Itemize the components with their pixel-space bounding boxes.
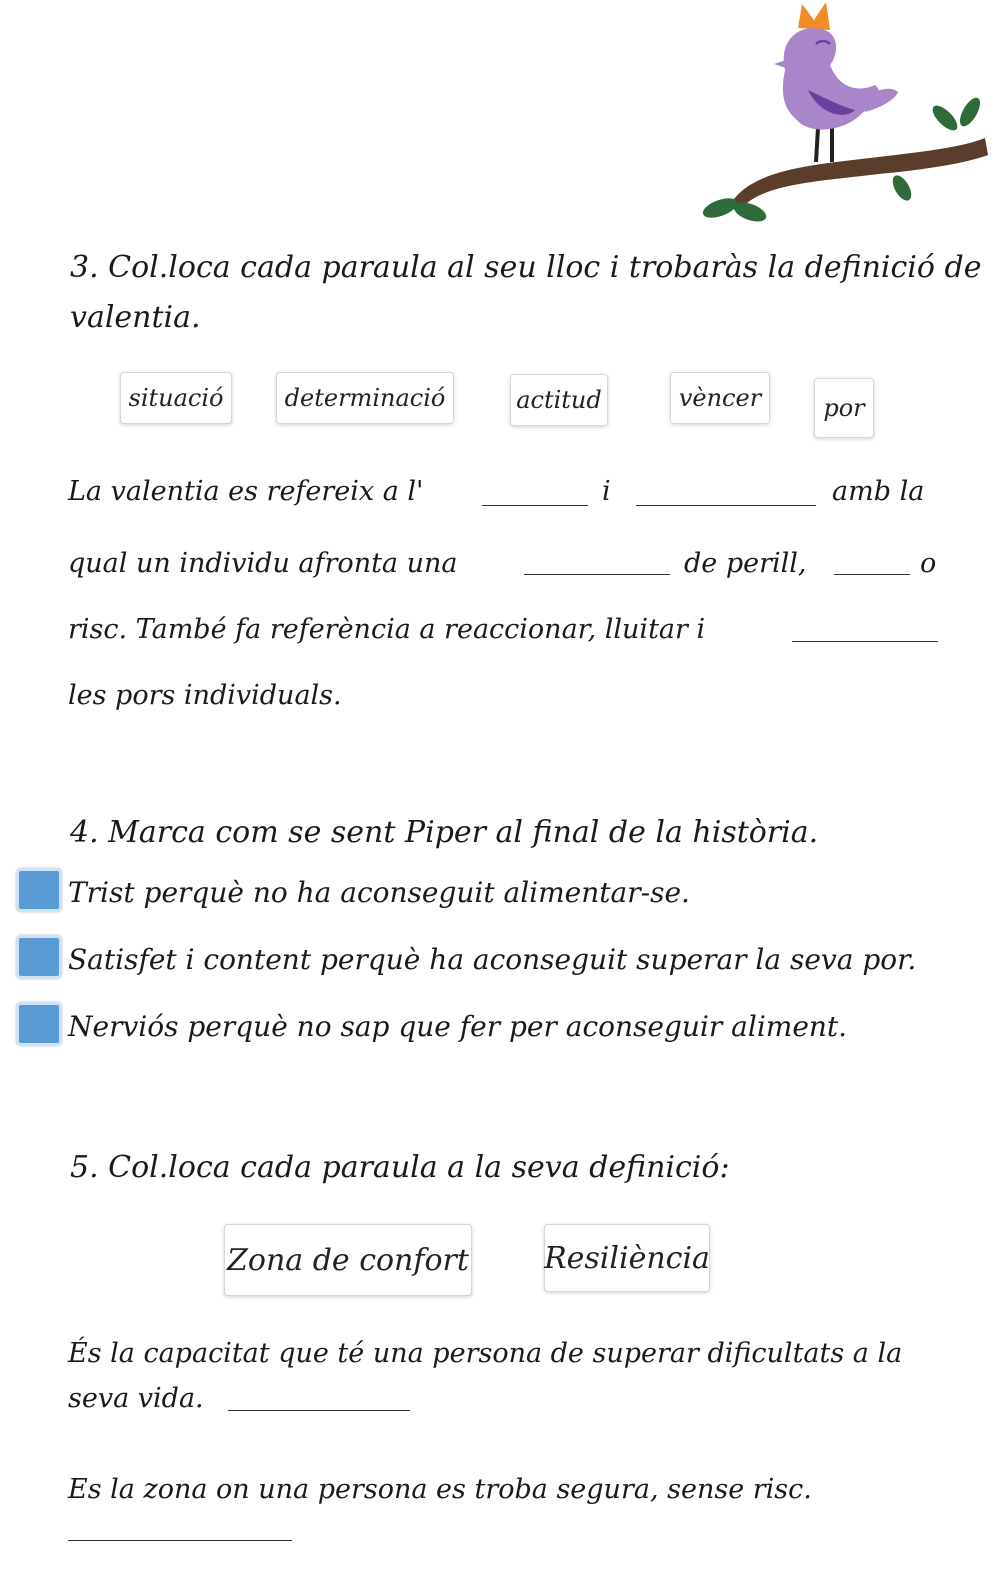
word-chip-resiliencia[interactable]: Resiliència: [544, 1224, 710, 1292]
option-2-checkbox[interactable]: [16, 935, 62, 979]
ex3-blank-1[interactable]: [482, 505, 588, 506]
word-chip-determinacio[interactable]: determinació: [276, 372, 454, 424]
exercise-3-title: 3. Col.loca cada paraula al seu lloc i trobaràs la definició de: [70, 250, 982, 285]
ex5-def1-line1: És la capacitat que té una persona de superar dificultats a la: [68, 1338, 903, 1369]
ex3-line2-mid: de perill,: [684, 548, 807, 579]
exercise-4-title: 4. Marca com se sent Piper al final de la història.: [70, 815, 819, 850]
bird-on-branch-icon: [690, 0, 990, 225]
ex3-line1-end: amb la: [832, 476, 925, 507]
ex3-blank-4[interactable]: [834, 574, 910, 575]
ex3-line3-start: risc. També fa referència a reaccionar, lluitar i: [68, 614, 706, 645]
ex3-blank-3[interactable]: [524, 574, 670, 575]
ex5-blank-2[interactable]: [68, 1540, 292, 1541]
exercise-3-title-cont: valentia.: [70, 300, 201, 335]
option-1-label: Trist perquè no ha aconseguit alimentar-se.: [68, 876, 690, 909]
ex3-line4: les pors individuals.: [68, 680, 342, 711]
ex5-def1-line2: seva vida.: [68, 1383, 204, 1414]
ex3-line2-start: qual un individu afronta una: [68, 548, 458, 579]
word-chip-vencer[interactable]: vèncer: [670, 372, 770, 424]
ex3-line1-start: La valentia es refereix a l': [68, 476, 424, 507]
option-2-label: Satisfet i content perquè ha aconseguit superar la seva por.: [68, 943, 917, 976]
ex5-blank-1[interactable]: [228, 1410, 410, 1411]
ex3-line2-end: o: [920, 548, 937, 579]
ex3-blank-2[interactable]: [636, 505, 816, 506]
exercise-5-title: 5. Col.loca cada paraula a la seva definició:: [70, 1150, 730, 1185]
option-1-checkbox[interactable]: [16, 868, 62, 912]
ex3-line1-mid: i: [602, 476, 611, 507]
ex5-def2: Es la zona on una persona es troba segura, sense risc.: [68, 1474, 812, 1505]
word-chip-zona-de-confort[interactable]: Zona de confort: [224, 1224, 472, 1296]
word-chip-situacio[interactable]: situació: [120, 372, 232, 424]
word-chip-por[interactable]: por: [814, 378, 874, 438]
option-3-checkbox[interactable]: [16, 1002, 62, 1046]
option-3-label: Nerviós perquè no sap que fer per aconseguir aliment.: [68, 1010, 848, 1043]
ex3-blank-5[interactable]: [792, 641, 938, 642]
word-chip-actitud[interactable]: actitud: [510, 374, 608, 426]
